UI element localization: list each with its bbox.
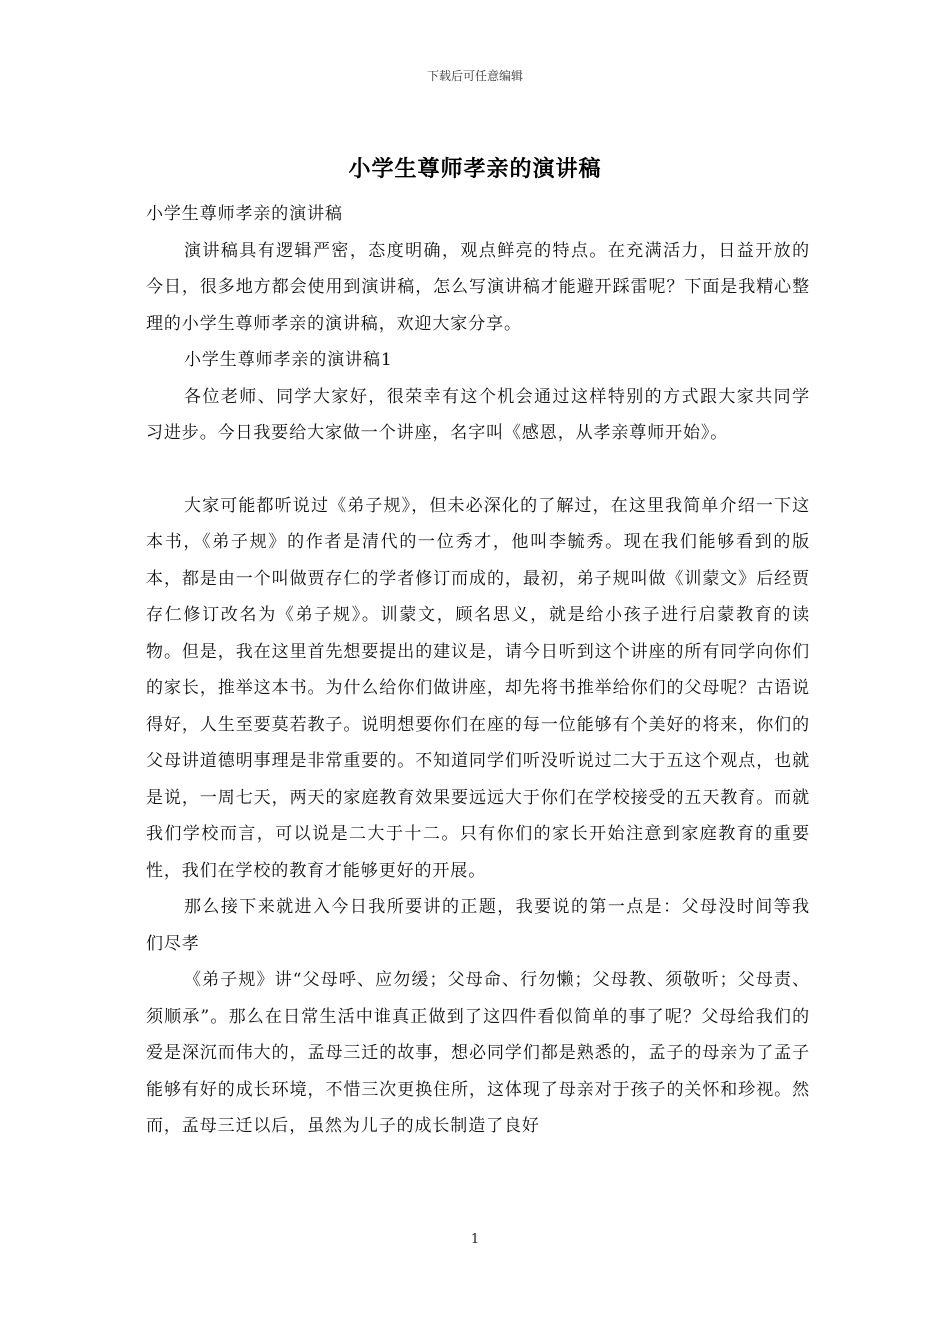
document-title: 小学生尊师孝亲的演讲稿 [348, 156, 602, 182]
filial-piety-paragraph: 《弟子规》讲“父母呼、应勿缓；父母命、行勿懒；父母教、须敬听；父母责、须顺承”。那么在日常生活中谁真正做到了这四件看似简单的事了呢？父母给我们的爱是深沉而伟大的，孟母三迁的故事，想必同学们都是熟悉的，孟子的母亲为了孟子能够有好的成长环境，不惜三次更换住所，这体现了母亲对于孩子的关怀和珍视。然而，孟母三迁以后，虽然为儿子的成长制造了良好 [146, 970, 810, 1136]
paragraph-spacer [146, 452, 810, 488]
greeting-paragraph: 各位老师、同学大家好，很荣幸有这个机会通过这样特别的方式跟大家共同学习进步。今日我要给大家做一个讲座，名字叫《感恩，从孝亲尊师开始》。 [146, 386, 810, 443]
page-header-note: 下载后可任意编辑 [426, 69, 523, 83]
page-number: 1 [470, 1232, 480, 1247]
subtitle-paragraph: 小学生尊师孝亲的演讲稿 [146, 204, 343, 224]
first-point-paragraph: 那么接下来就进入今日我所要讲的正题，我要说的第一点是：父母没时间等我们尽孝 [146, 897, 810, 954]
document-body [146, 196, 810, 1145]
section-heading: 小学生尊师孝亲的演讲稿1 [184, 350, 393, 370]
intro-paragraph: 演讲稿具有逻辑严密，态度明确，观点鲜亮的特点。在充满活力，日益开放的今日，很多地方都会使用到演讲稿，怎么写演讲稿才能避开踩雷呢？下面是我精心整理的小学生尊师孝亲的演讲稿，欢迎大家分享。 [146, 240, 810, 334]
dizigui-intro-paragraph: 大家可能都听说过《弟子规》，但未必深化的了解过，在这里我简单介绍一下这本书，《弟子规》的作者是清代的一位秀才，他叫李毓秀。现在我们能够看到的版本，都是由一个叫做贾存仁的学者修订而成的，最初，弟子规叫做《训蒙文》后经贾存仁修订改名为《弟子规》。训蒙文，顾名思义，就是给小孩子进行启蒙教育的读物。但是，我在这里首先想要提出的建议是，请今日听到这个讲座的所有同学向你们的家长，推举这本书。为什么给你们做讲座，却先将书推举给你们的父母呢？古语说得好，人生至要莫若教子。说明想要你们在座的每一位能够有个美好的将来，你们的父母讲道德明事理是非常重要的。不知道同学们听没听说过二大于五这个观点，也就是说，一周七天，两天的家庭教育效果要远远大于你们在学校接受的五天教育。而就我们学校而言，可以说是二大于十二。只有你们的家长开始注意到家庭教育的重要性，我们在学校的教育才能够更好的开展。 [146, 495, 810, 881]
